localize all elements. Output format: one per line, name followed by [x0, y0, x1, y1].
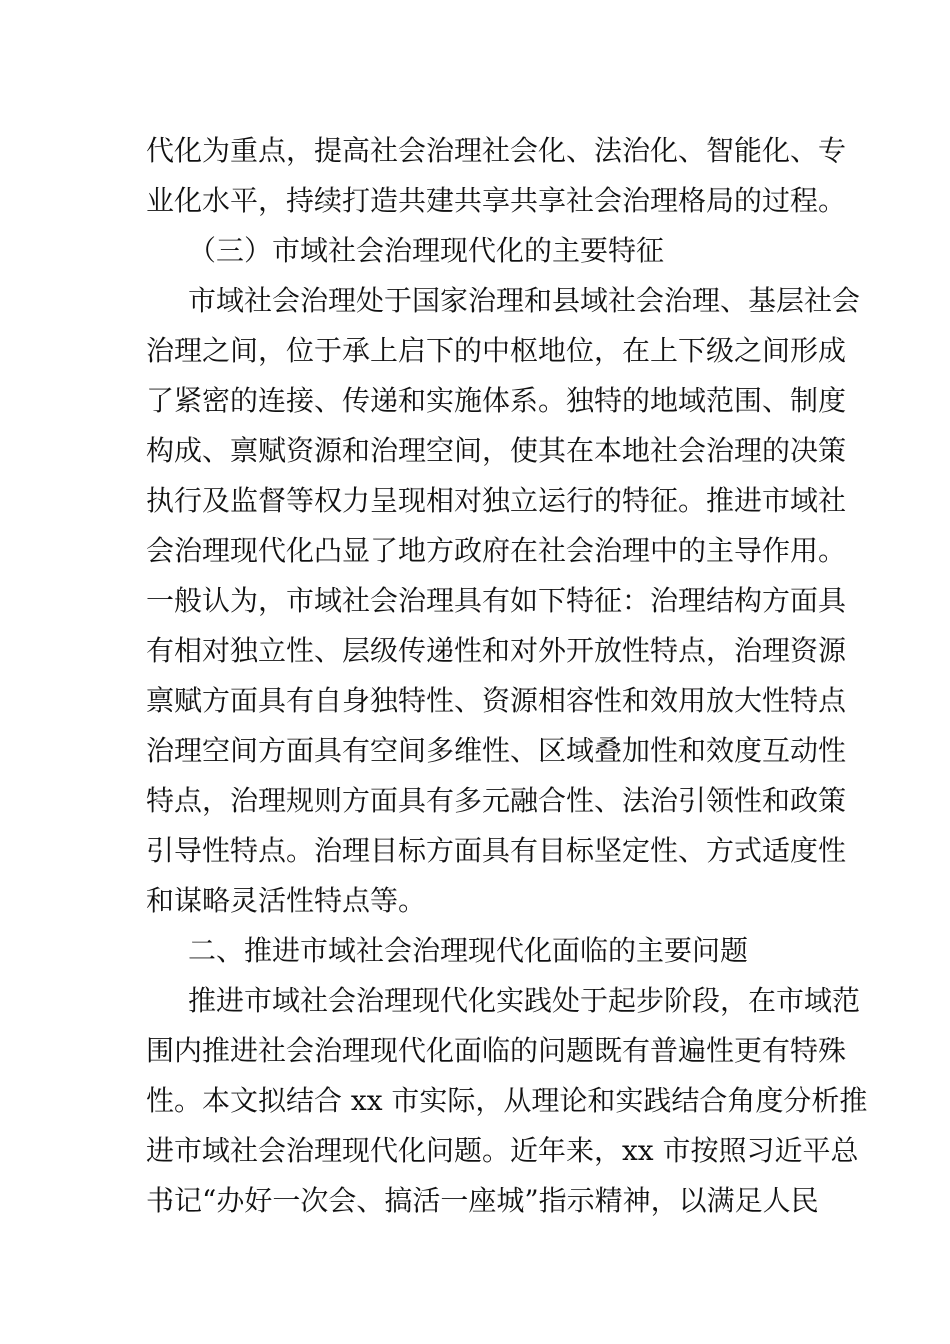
text-line: 治理空间方面具有空间多维性、区域叠加性和效度互动性 [146, 734, 847, 767]
text-line: 一般认为，市域社会治理具有如下特征：治理结构方面具 [146, 584, 847, 617]
section-heading: 二、推进市域社会治理现代化面临的主要问题 [188, 934, 749, 967]
text-line: 市域社会治理处于国家治理和县域社会治理、基层社会 [188, 284, 861, 317]
text-line: 特点，治理规则方面具有多元融合性、法治引领性和政策 [146, 784, 847, 817]
text-line: 推进市域社会治理现代化实践处于起步阶段，在市域范 [188, 984, 861, 1017]
text-line: 引导性特点。治理目标方面具有目标坚定性、方式适度性 [146, 834, 847, 867]
text-line: 会治理现代化凸显了地方政府在社会治理中的主导作用。 [146, 534, 847, 567]
section-heading: （三）市域社会治理现代化的主要特征 [188, 234, 665, 267]
text-line: 治理之间，位于承上启下的中枢地位，在上下级之间形成 [146, 334, 847, 367]
text-line: 执行及监督等权力呈现相对独立运行的特征。推进市域社 [146, 484, 847, 517]
text-line: 进市域社会治理现代化问题。近年来，xx 市按照习近平总 [146, 1134, 859, 1167]
text-line: 构成、禀赋资源和治理空间，使其在本地社会治理的决策 [146, 434, 847, 467]
text-line: 了紧密的连接、传递和实施体系。独特的地域范围、制度 [146, 384, 847, 417]
text-line: 和谋略灵活性特点等。 [146, 884, 427, 917]
text-line: 性。本文拟结合 xx 市实际，从理论和实践结合角度分析推 [146, 1084, 868, 1117]
text-line: 禀赋方面具有自身独特性、资源相容性和效用放大性特点 [146, 684, 847, 717]
text-line: 书记“办好一次会、搞活一座城”指示精神，以满足人民 [146, 1184, 819, 1217]
text-line: 围内推进社会治理现代化面临的问题既有普遍性更有特殊 [146, 1034, 847, 1067]
text-line: 业化水平，持续打造共建共享共享社会治理格局的过程。 [146, 184, 847, 217]
text-line: 代化为重点，提高社会治理社会化、法治化、智能化、专 [146, 134, 847, 167]
text-line: 有相对独立性、层级传递性和对外开放性特点，治理资源 [146, 634, 847, 667]
